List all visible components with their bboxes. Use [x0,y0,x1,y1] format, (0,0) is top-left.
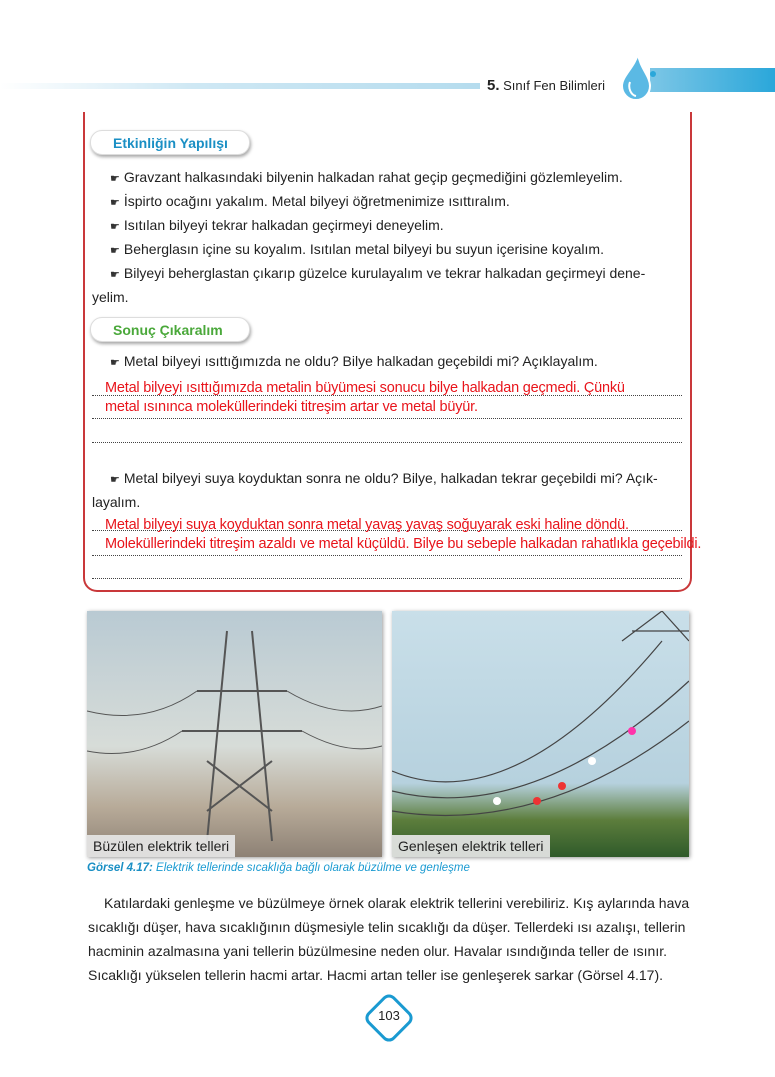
answer-line [92,555,682,556]
paragraph-line: Katılardaki genleşme ve büzülmeye örnek olarak elektrik tellerini verebiliriz. Kış aylarında hava [104,895,690,911]
answer-1-line-2: metal ısınınca moleküllerindeki titreşim artar ve metal büyür. [105,399,478,415]
pointing-hand-icon: ☛ [110,197,120,209]
answer-line [92,442,682,443]
photo-expanded-wires [392,611,689,857]
question-1: ☛ Metal bilyeyi ısıttığımızda ne oldu? Bilye halkadan geçebildi mi? Açıklayalım. [110,353,598,369]
answer-2-line-2: Moleküllerindeki titreşim azaldı ve metal küçüldü. Bilye bu sebeple halkadan rahatlıkla geçebildi. [105,536,702,552]
pointing-hand-icon: ☛ [110,357,120,369]
water-drop-icon [616,52,656,102]
header-bar [650,68,775,92]
power-tower-illustration [87,611,382,857]
activity-heading: Etkinliğin Yapılışı [90,130,250,155]
question-2-cont: layalım. [92,494,141,510]
photo-label: Genleşen elektrik telleri [392,835,550,857]
step-1: ☛ Gravzant halkasındaki bilyenin halkadan rahat geçip geçmediğini gözlemleyelim. [110,169,623,185]
photo-label: Büzülen elektrik telleri [87,835,235,857]
figure-caption: Görsel 4.17: Elektrik tellerinde sıcaklığa bağlı olarak büzülme ve genleşme [87,862,470,874]
step-4: ☛ Beherglasın içine su koyalım. Isıtılan metal bilyeyi bu suyun içerisine koyalım. [110,241,604,257]
pointing-hand-icon: ☛ [110,245,120,257]
answer-line [92,418,682,419]
question-2: ☛ Metal bilyeyi suya koyduktan sonra ne oldu? Bilye, halkadan tekrar geçebildi mi? Açık- [110,470,658,486]
header-title [487,77,605,94]
pointing-hand-icon: ☛ [110,269,120,281]
step-5-cont: yelim. [92,289,129,305]
pointing-hand-icon: ☛ [110,474,120,486]
pointing-hand-icon: ☛ [110,221,120,233]
power-lines-illustration [392,611,689,857]
photo-contracted-wires [87,611,382,857]
grade-number: 5. [487,77,500,94]
step-2: ☛ İspirto ocağını yakalım. Metal bilyeyi öğretmenimize ısıttıralım. [110,193,510,209]
answer-line [92,578,682,579]
paragraph-line: sıcaklığı düşer, hava sıcaklığının düşmesiyle telin sıcaklığı da düşer. Tellerdeki ısı azalışı, tellerin [88,919,686,935]
page-number: 103 [378,1008,400,1023]
paragraph-line: Sıcaklığı yükselen tellerin hacmi artar. Hacmi artan teller ise genleşerek sarkar (Görsel 4.17). [88,967,664,983]
header-line [0,83,480,89]
step-3: ☛ Isıtılan bilyeyi tekrar halkadan geçirmeyi deneyelim. [110,217,444,233]
subject: Sınıf Fen Bilimleri [503,78,606,93]
conclusion-heading: Sonuç Çıkaralım [90,317,250,342]
answer-1-line-1: Metal bilyeyi ısıttığımızda metalin büyümesi sonucu bilye halkadan geçmedi. Çünkü [105,380,625,396]
pointing-hand-icon: ☛ [110,173,120,185]
answer-2-line-1: Metal bilyeyi suya koyduktan sonra metal yavaş yavaş soğuyarak eski haline döndü. [105,517,629,533]
step-5: ☛ Bilyeyi beherglastan çıkarıp güzelce kurulayalım ve tekrar halkadan geçirmeyi dene- [110,265,646,281]
paragraph-line: hacminin azalmasına yani tellerin büzülmesine neden olur. Havalar ısındığında teller de ısınır. [88,943,667,959]
